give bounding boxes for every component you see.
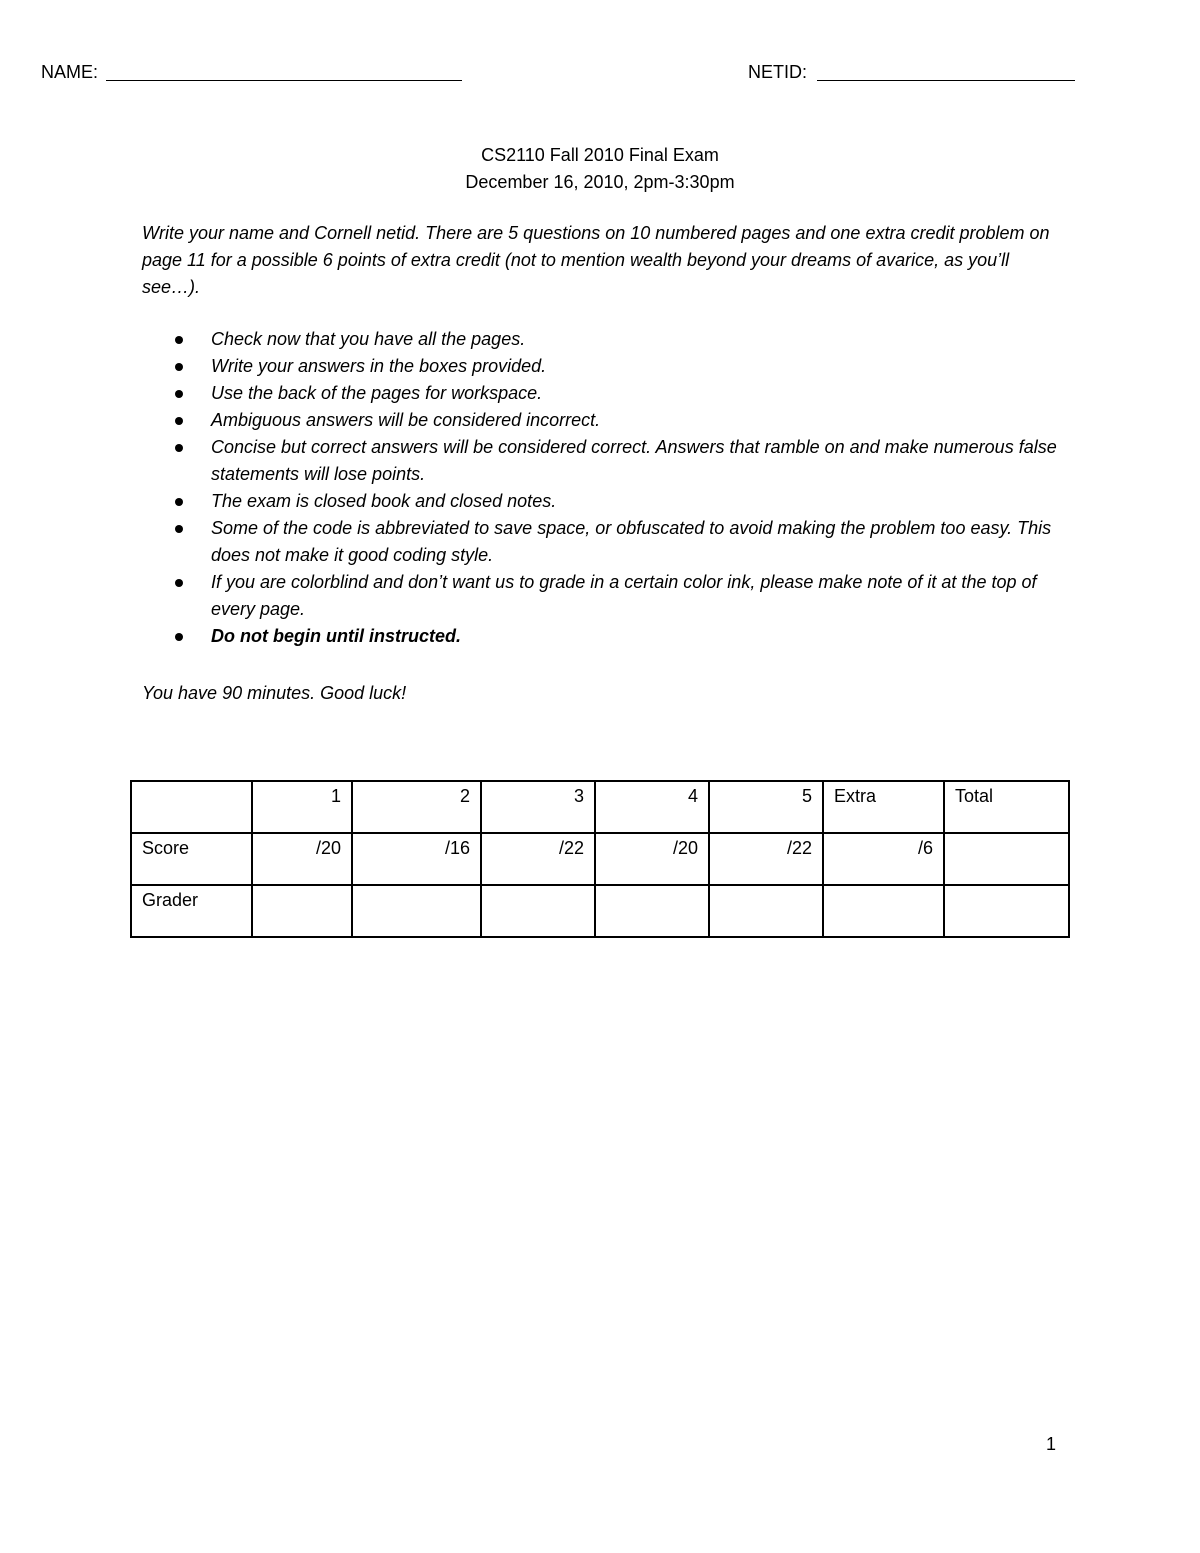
score-cell[interactable]: /20: [595, 833, 709, 885]
instruction-item: The exam is closed book and closed notes.: [142, 488, 1067, 515]
bullet-icon: [175, 633, 183, 641]
grader-cell[interactable]: [709, 885, 823, 937]
table-header-row: [131, 781, 1069, 833]
instruction-item: Some of the code is abbreviated to save space, or obfuscated to avoid making the problem too easy. This does not make it good coding style.: [142, 515, 1067, 569]
grader-cell[interactable]: [252, 885, 352, 937]
score-total-cell[interactable]: [944, 833, 1069, 885]
instruction-item: Ambiguous answers will be considered incorrect.: [142, 407, 1067, 434]
name-label: NAME:: [41, 62, 99, 82]
instruction-item: Write your answers in the boxes provided.: [142, 353, 1067, 380]
instruction-item: Use the back of the pages for workspace.: [142, 380, 1067, 407]
netid-label: NETID:: [748, 62, 808, 82]
bullet-icon: [175, 417, 183, 425]
bullet-icon: [175, 363, 183, 371]
instruction-item: If you are colorblind and don’t want us to grade in a certain color ink, please make note of it at the top of every page.: [142, 569, 1067, 623]
grader-cell[interactable]: [823, 885, 944, 937]
bullet-icon: [175, 525, 183, 533]
bullet-icon: [175, 579, 183, 587]
instruction-item: Do not begin until instructed.: [142, 623, 1067, 650]
table-row-grader: [131, 885, 1069, 937]
instructions-list: [142, 326, 1067, 650]
score-cell[interactable]: /6: [823, 833, 944, 885]
instruction-item: Concise but correct answers will be considered correct. Answers that ramble on and make numerous false statements will lose points.: [142, 434, 1067, 488]
closing-note: You have 90 minutes. Good luck!: [142, 683, 407, 703]
table-header-cell: 3: [481, 781, 595, 833]
table-header-cell: Extra: [823, 781, 944, 833]
score-table: [130, 780, 1070, 938]
table-header-cell: 1: [252, 781, 352, 833]
exam-title: CS2110 Fall 2010 Final Exam: [481, 145, 719, 165]
intro-paragraph: Write your name and Cornell netid. There are 5 questions on 10 numbered pages and one extra credit problem on page 11 for a possible 6 points of extra credit (not to mention wealth beyond your dreams of avarice, as you’ll see…).: [142, 223, 1050, 297]
score-cell[interactable]: /22: [481, 833, 595, 885]
table-row-score: [131, 833, 1069, 885]
name-field[interactable]: [106, 80, 462, 81]
bullet-icon: [175, 444, 183, 452]
bullet-icon: [175, 390, 183, 398]
exam-date-time: December 16, 2010, 2pm-3:30pm: [465, 172, 735, 192]
table-header-cell: Total: [944, 781, 1069, 833]
table-header-cell: 4: [595, 781, 709, 833]
instruction-item: Check now that you have all the pages.: [142, 326, 1067, 353]
table-header-cell: 2: [352, 781, 481, 833]
grader-cell[interactable]: [944, 885, 1069, 937]
table-header-cell: [131, 781, 252, 833]
row-label: Grader: [131, 885, 252, 937]
score-cell[interactable]: /22: [709, 833, 823, 885]
score-cell[interactable]: /20: [252, 833, 352, 885]
row-label: Score: [131, 833, 252, 885]
page-number: 1: [1045, 1434, 1056, 1454]
score-cell[interactable]: /16: [352, 833, 481, 885]
bullet-icon: [175, 336, 183, 344]
grader-cell[interactable]: [352, 885, 481, 937]
grader-cell[interactable]: [595, 885, 709, 937]
table-header-cell: 5: [709, 781, 823, 833]
bullet-icon: [175, 498, 183, 506]
netid-field[interactable]: [817, 80, 1075, 81]
grader-cell[interactable]: [481, 885, 595, 937]
